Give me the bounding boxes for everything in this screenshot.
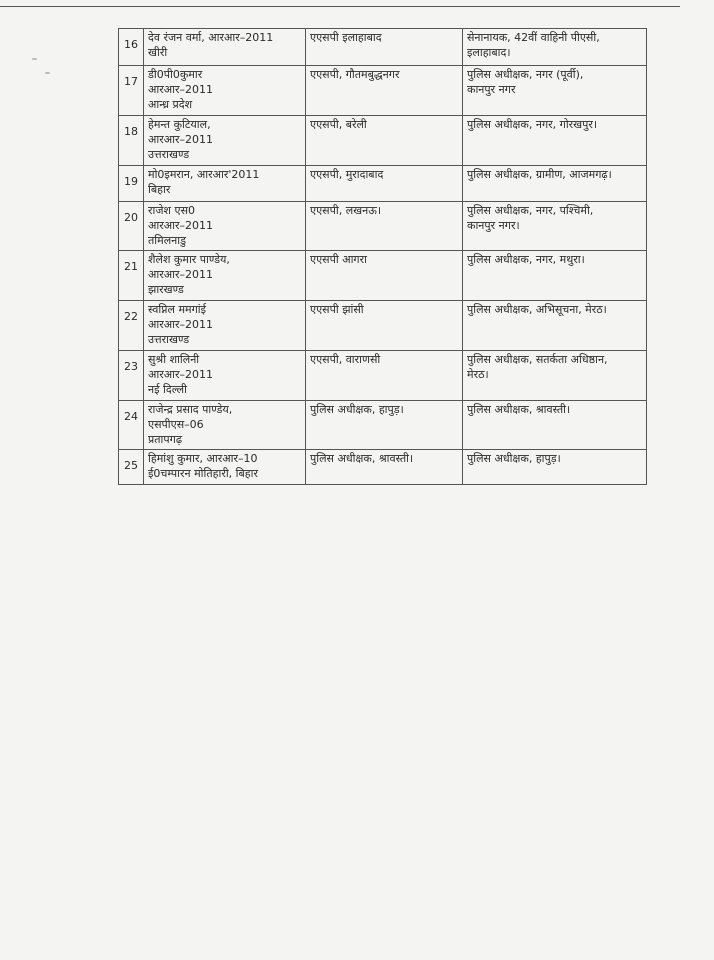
current-post-cell: एएसपी, वाराणसी <box>306 351 463 401</box>
new-post-cell: सेनानायक, 42वीं वाहिनी पीएसी, इलाहाबाद। <box>463 29 647 66</box>
officer-name-cell: हेमन्त कुटियाल, आरआर–2011 उत्तराखण्ड <box>144 116 306 166</box>
officer-name-cell: देव रंजन वर्मा, आरआर–2011 खीरी <box>144 29 306 66</box>
officer-name-cell: हिमांशु कुमार, आरआर–10 ई0चम्पारन मोतिहारी, बिहार <box>144 450 306 485</box>
table-row <box>119 450 647 485</box>
table-row <box>119 202 647 251</box>
serial-number-cell: 18 <box>119 116 144 166</box>
officer-name-cell: सुश्री शालिनी आरआर–2011 नई दिल्ली <box>144 351 306 401</box>
table-row <box>119 166 647 202</box>
new-post-cell: पुलिस अधीक्षक, सतर्कता अधिष्ठान, मेरठ। <box>463 351 647 401</box>
new-post-cell: पुलिस अधीक्षक, अभिसूचना, मेरठ। <box>463 301 647 351</box>
serial-number-cell: 20 <box>119 202 144 251</box>
current-post-cell: एएसपी, लखनऊ। <box>306 202 463 251</box>
officer-name-cell: शैलेश कुमार पाण्डेय, आरआर–2011 झारखण्ड <box>144 251 306 301</box>
officer-name-cell: स्वप्निल ममगांई आरआर–2011 उत्तराखण्ड <box>144 301 306 351</box>
table-row <box>119 351 647 401</box>
new-post-cell: पुलिस अधीक्षक, हापुड़। <box>463 450 647 485</box>
officer-name-cell: मो0इमरान, आरआर'2011 बिहार <box>144 166 306 202</box>
new-post-cell: पुलिस अधीक्षक, ग्रामीण, आजमगढ़। <box>463 166 647 202</box>
current-post-cell: एएसपी, बरेली <box>306 116 463 166</box>
table-row <box>119 251 647 301</box>
serial-number-cell: 16 <box>119 29 144 66</box>
new-post-cell: पुलिस अधीक्षक, श्रावस्ती। <box>463 401 647 450</box>
table-row <box>119 301 647 351</box>
transfer-table <box>118 28 647 485</box>
officer-name-cell: राजेश एस0 आरआर–2011 तमिलनाडु <box>144 202 306 251</box>
table-row <box>119 401 647 450</box>
serial-number-cell: 23 <box>119 351 144 401</box>
scan-speck <box>32 58 37 60</box>
new-post-cell: पुलिस अधीक्षक, नगर, गोरखपुर। <box>463 116 647 166</box>
current-post-cell: एएसपी, गौतमबुद्धनगर <box>306 66 463 116</box>
current-post-cell: पुलिस अधीक्षक, हापुड़। <box>306 401 463 450</box>
top-divider-line <box>0 6 680 7</box>
current-post-cell: एएसपी आगरा <box>306 251 463 301</box>
officer-name-cell: डी0पी0कुमार आरआर–2011 आन्ध्र प्रदेश <box>144 66 306 116</box>
current-post-cell: एएसपी इलाहाबाद <box>306 29 463 66</box>
new-post-cell: पुलिस अधीक्षक, नगर (पूर्वी), कानपुर नगर <box>463 66 647 116</box>
current-post-cell: एएसपी झांसी <box>306 301 463 351</box>
serial-number-cell: 22 <box>119 301 144 351</box>
serial-number-cell: 21 <box>119 251 144 301</box>
table-row <box>119 29 647 66</box>
current-post-cell: पुलिस अधीक्षक, श्रावस्ती। <box>306 450 463 485</box>
new-post-cell: पुलिस अधीक्षक, नगर, पश्चिमी, कानपुर नगर। <box>463 202 647 251</box>
new-post-cell: पुलिस अधीक्षक, नगर, मथुरा। <box>463 251 647 301</box>
current-post-cell: एएसपी, मुरादाबाद <box>306 166 463 202</box>
serial-number-cell: 19 <box>119 166 144 202</box>
scan-speck <box>45 72 50 74</box>
officer-name-cell: राजेन्द्र प्रसाद पाण्डेय, एसपीएस–06 प्रतापगढ़ <box>144 401 306 450</box>
table-row <box>119 66 647 116</box>
serial-number-cell: 25 <box>119 450 144 485</box>
table-row <box>119 116 647 166</box>
serial-number-cell: 24 <box>119 401 144 450</box>
serial-number-cell: 17 <box>119 66 144 116</box>
